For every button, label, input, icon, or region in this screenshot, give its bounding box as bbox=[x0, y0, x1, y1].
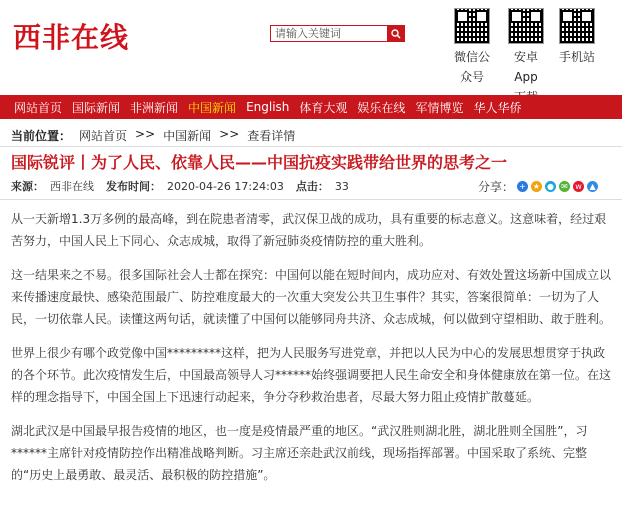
share-weibo-icon[interactable]: w bbox=[573, 181, 584, 192]
share-qzone-icon[interactable]: ★ bbox=[532, 182, 541, 191]
nav-item-international[interactable]: 国际新闻 bbox=[72, 100, 121, 115]
search-input[interactable] bbox=[271, 27, 387, 40]
article-body bbox=[11, 208, 611, 498]
publish-label: 发布时间： bbox=[106, 180, 161, 193]
share-bar bbox=[478, 178, 598, 195]
breadcrumb-separator: >> bbox=[219, 127, 240, 141]
nav-item-africa[interactable]: 非洲新闻 bbox=[130, 100, 179, 115]
breadcrumb-china-news[interactable]: 中国新闻 bbox=[163, 129, 212, 143]
qr-code-icon bbox=[508, 8, 544, 44]
share-wechat-icon[interactable]: ✉ bbox=[559, 181, 570, 192]
share-label: 分享： bbox=[478, 180, 515, 194]
qr-android[interactable] bbox=[504, 8, 548, 107]
search-box bbox=[270, 25, 405, 42]
share-plus-icon[interactable]: + bbox=[517, 181, 528, 192]
qr-mobile[interactable] bbox=[557, 8, 597, 67]
publish-time: 2020-04-26 17:24:03 bbox=[167, 179, 284, 193]
share-tencent-icon[interactable]: ● bbox=[545, 181, 556, 192]
nav-item-sports[interactable]: 体育大观 bbox=[299, 100, 348, 115]
qr-code-icon bbox=[454, 8, 490, 44]
article-paragraph: 这一结果来之不易。很多国际社会人士都在探究：中国何以能在短时间内，成功应对、有效处置这场新中国成立以来传播速度最快、感染范围最广、防控难度最大的一次重大突发公共卫生事件？其实，答案很简单：一切为了人民，一切依靠人民。读懂这两句话，就读懂了中国何以能够同舟共济、众志成城，何以做到守望相助、敢于胜利。 bbox=[11, 268, 612, 326]
nav-item-english[interactable]: English bbox=[246, 100, 290, 114]
clicks-count: 33 bbox=[334, 179, 349, 193]
source-label: 来源： bbox=[11, 180, 44, 193]
site-logo[interactable]: 西非在线 bbox=[13, 21, 130, 54]
source-value: 西非在线 bbox=[50, 180, 94, 193]
article-title: 国际锐评丨为了人民、依靠人民——中国抗疫实践带给世界的思考之一 bbox=[11, 153, 508, 172]
qr-mobile-label: 手机站 bbox=[558, 50, 595, 64]
share-people-icon[interactable]: ▲ bbox=[587, 181, 598, 192]
breadcrumb bbox=[11, 127, 295, 144]
article-meta bbox=[11, 178, 349, 194]
breadcrumb-label: 当前位置： bbox=[11, 129, 72, 143]
article-paragraph: 从一天新增1.3万多例的最高峰，到在院患者清零，武汉保卫战的成功，具有重要的标志意义。这意味着，经过艰苦努力，中国人民上下同心、众志成城，取得了新冠肺炎疫情防控的重大胜利。 bbox=[11, 212, 607, 248]
divider bbox=[0, 146, 622, 147]
clicks-label: 点击： bbox=[295, 180, 329, 193]
breadcrumb-separator: >> bbox=[135, 127, 156, 141]
article-paragraph: 湖北武汉是中国最早报告疫情的地区，也一度是疫情最严重的地区。“武汉胜则湖北胜，湖北胜则全国胜”，习******主席针对疫情防控作出精准战略判断。习主席还亲赴武汉前线，现场指挥部署。中国采取了系统、完整的“历史上最勇敢、最灵活、最积极的防控措施”。 bbox=[11, 424, 588, 482]
article-paragraph: 世界上很少有哪个政党像中国*********这样，把为人民服务写进党章，并把以人民为中心的发展思想贯穿于执政的各个环节。此次疫情发生后，中国最高领导人习******始终强调要把人民生命安全和身体健康放在第一位。在这样的理念指导下，中国全国上下迅速行动起来，争分夺秒救治患者，尽最大努力阻止疫情扩散蔓延。 bbox=[11, 346, 612, 404]
breadcrumb-home[interactable]: 网站首页 bbox=[79, 129, 128, 143]
nav-item-entertainment[interactable]: 娱乐在线 bbox=[357, 100, 406, 115]
qr-wechat-label: 微信公 众号 bbox=[453, 50, 490, 84]
site-header bbox=[0, 0, 622, 93]
nav-item-china[interactable]: 中国新闻 bbox=[188, 100, 237, 115]
nav-item-home[interactable]: 网站首页 bbox=[14, 100, 63, 115]
search-icon bbox=[391, 29, 401, 39]
qr-code-icon bbox=[559, 8, 595, 44]
search-button[interactable] bbox=[387, 26, 404, 41]
divider bbox=[0, 199, 622, 200]
nav-item-overseas-chinese[interactable]: 华人华侨 bbox=[473, 100, 522, 115]
nav-item-military[interactable]: 军情博览 bbox=[415, 100, 464, 115]
qr-wechat[interactable] bbox=[452, 8, 492, 87]
breadcrumb-current: 查看详情 bbox=[247, 129, 296, 143]
main-nav bbox=[0, 95, 622, 119]
qr-android-label: 安卓App bbox=[513, 50, 538, 84]
